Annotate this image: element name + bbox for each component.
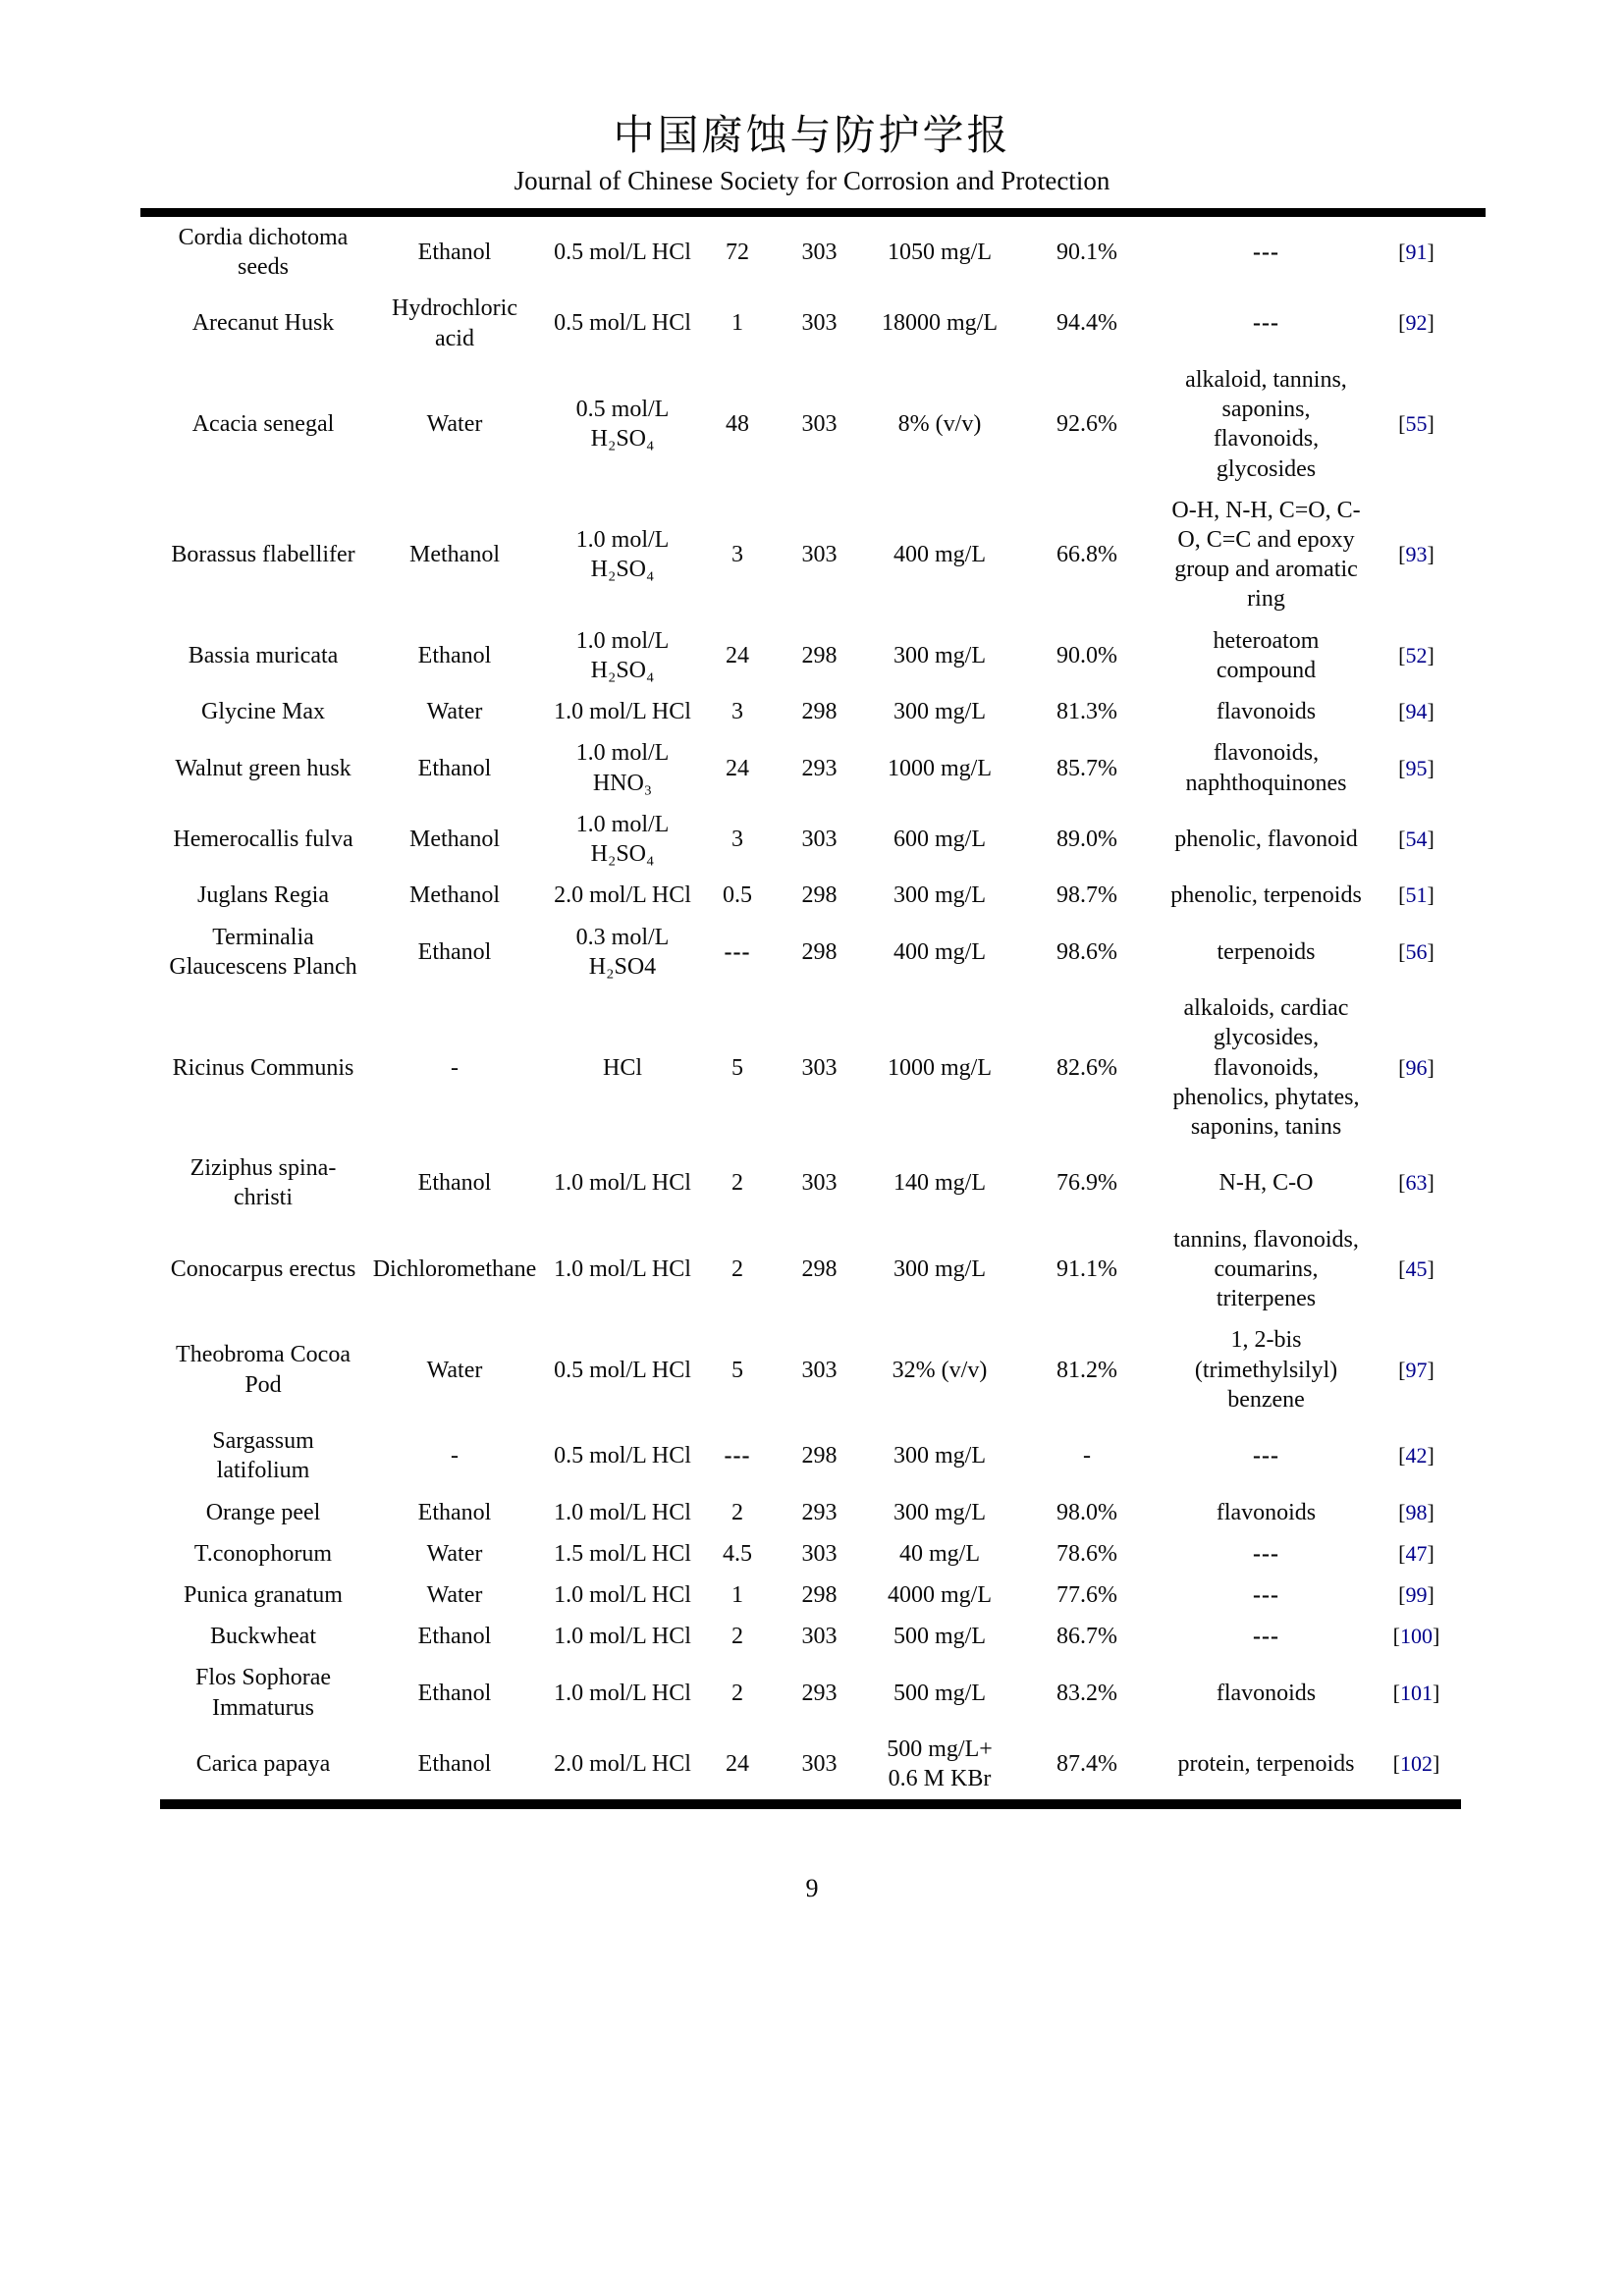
cell-concentration: 300 mg/L	[893, 1443, 986, 1469]
cell-inhibition-efficiency: 82.6%	[1056, 1054, 1117, 1081]
cell-immersion-time: 1	[731, 1582, 743, 1609]
cell-corrosive-medium: 1.0 mol/L HCl	[554, 1255, 691, 1282]
cell-concentration: 500 mg/L+ 0.6 M KBr	[887, 1735, 993, 1792]
cell-immersion-time: 72	[726, 239, 749, 265]
cell-temperature: 303	[801, 1170, 838, 1197]
cell-temperature: 303	[801, 826, 838, 852]
cell-concentration: 140 mg/L	[893, 1170, 986, 1197]
reference-link[interactable]: 55	[1405, 411, 1428, 437]
reference-bracket: [91]	[1398, 239, 1435, 264]
cell-concentration: 300 mg/L	[893, 1499, 986, 1525]
page-header	[0, 0, 1624, 196]
cell-solvent: Ethanol	[417, 1624, 492, 1650]
cell-solvent: -	[451, 1443, 459, 1469]
table-row	[160, 988, 1461, 1148]
cell-temperature: 298	[801, 642, 838, 668]
cell-immersion-time: 24	[726, 642, 749, 668]
cell-active-components	[1161, 1575, 1372, 1616]
cell-immersion-time: 5	[731, 1054, 743, 1081]
cell-corrosive-medium: 2.0 mol/L HCl	[554, 882, 691, 909]
cell-reference	[1372, 217, 1461, 288]
cell-active-components: N-H, C-O	[1218, 1170, 1314, 1197]
cell-plant-name: Ziziphus spina-christi	[189, 1155, 337, 1211]
cell-reference	[1372, 1420, 1461, 1491]
cell-corrosive-medium: HCl	[602, 1054, 642, 1081]
cell-concentration: 1000 mg/L	[888, 1054, 992, 1081]
cell-temperature: 298	[801, 699, 838, 725]
cell-temperature: 303	[801, 1624, 838, 1650]
cell-immersion-time: 4.5	[723, 1540, 752, 1567]
table-row	[160, 1148, 1461, 1218]
cell-solvent: Water	[426, 1357, 483, 1383]
table-row	[160, 732, 1461, 803]
cell-immersion-time: 2	[731, 1255, 743, 1282]
table-row	[160, 620, 1461, 691]
cell-inhibition-efficiency: 76.9%	[1056, 1170, 1117, 1197]
cell-concentration: 500 mg/L	[893, 1680, 986, 1706]
cell-immersion-time: 3	[731, 542, 743, 568]
reference-bracket: [94]	[1398, 699, 1435, 724]
cell-plant-name: Terminalia Glaucescens Planch	[169, 924, 357, 980]
cell-reference	[1372, 1575, 1461, 1616]
cell-active-components: flavonoids	[1216, 1499, 1317, 1525]
reference-link[interactable]: 63	[1405, 1170, 1428, 1196]
cell-plant-name: Orange peel	[205, 1499, 321, 1525]
reference-bracket: [93]	[1398, 542, 1435, 567]
cell-corrosive-medium: 1.0 mol/L HCl	[554, 1582, 691, 1609]
cell-active-components: flavonoids	[1216, 699, 1317, 725]
reference-bracket: [51]	[1398, 882, 1435, 908]
cell-temperature: 303	[801, 1540, 838, 1567]
cell-active-components	[1161, 217, 1372, 288]
cell-plant-name: Walnut green husk	[175, 755, 352, 781]
cell-active-components: O-H, N-H, C=O, C-O, C=C and epoxy group and aromatic ring	[1171, 497, 1361, 613]
cell-solvent: Dichloromethane	[372, 1255, 537, 1282]
cell-plant-name: T.conophorum	[193, 1540, 333, 1567]
cell-plant-name: Borassus flabellifer	[171, 542, 355, 568]
cell-inhibition-efficiency: 90.1%	[1056, 239, 1117, 265]
cell-active-components: phenolic, flavonoid	[1174, 826, 1358, 852]
reference-link[interactable]: 95	[1405, 755, 1428, 780]
reference-bracket: [102]	[1392, 1751, 1440, 1777]
cell-concentration: 32% (v/v)	[892, 1357, 988, 1383]
reference-link[interactable]: 91	[1405, 239, 1428, 264]
reference-link[interactable]: 102	[1400, 1751, 1433, 1777]
reference-bracket: [63]	[1398, 1170, 1435, 1196]
cell-temperature: 293	[801, 755, 838, 781]
cell-concentration: 40 mg/L	[899, 1540, 980, 1567]
cell-temperature: 298	[801, 882, 838, 909]
cell-inhibition-efficiency: 98.7%	[1056, 882, 1117, 909]
reference-bracket: [56]	[1398, 938, 1435, 964]
cell-reference	[1372, 1616, 1461, 1657]
reference-link[interactable]: 98	[1405, 1499, 1428, 1524]
cell-reference	[1372, 1729, 1461, 1804]
cell-active-components: alkaloid, tannins, saponins, flavonoids, glycosides	[1185, 366, 1347, 482]
reference-bracket: [54]	[1398, 826, 1435, 851]
cell-immersion-time: 5	[731, 1357, 743, 1383]
reference-bracket: [99]	[1398, 1582, 1435, 1608]
cell-reference	[1372, 988, 1461, 1148]
cell-corrosive-medium: 1.0 mol/L HCl	[554, 1624, 691, 1650]
table-row	[160, 1657, 1461, 1728]
no-data-dashes: ---	[724, 1443, 751, 1469]
cell-inhibition-efficiency: 94.4%	[1056, 310, 1117, 337]
cell-reference	[1372, 620, 1461, 691]
cell-active-components: flavonoids, naphthoquinones	[1185, 740, 1347, 796]
cell-solvent: Water	[426, 1540, 483, 1567]
table-row	[160, 1616, 1461, 1657]
reference-bracket: [101]	[1392, 1680, 1440, 1705]
reference-bracket: [95]	[1398, 755, 1435, 780]
cell-corrosive-medium: 1.0 mol/L HCl	[554, 1499, 691, 1525]
table-row	[160, 1219, 1461, 1320]
cell-concentration: 600 mg/L	[893, 826, 986, 852]
cell-inhibition-efficiency: 86.7%	[1056, 1624, 1117, 1650]
cell-reference	[1372, 875, 1461, 916]
cell-plant-name: Glycine Max	[201, 699, 325, 725]
cell-concentration: 1000 mg/L	[888, 755, 992, 781]
cell-reference	[1372, 917, 1461, 988]
cell-temperature: 298	[801, 1582, 838, 1609]
cell-temperature: 303	[801, 411, 838, 438]
cell-plant-name: Arecanut Husk	[191, 310, 335, 337]
cell-immersion-time: 3	[731, 699, 743, 725]
no-data-dashes: ---	[724, 938, 751, 965]
cell-inhibition-efficiency: 87.4%	[1056, 1751, 1117, 1778]
header-rule	[140, 208, 1486, 217]
cell-immersion-time: 2	[731, 1624, 743, 1650]
cell-reference	[1372, 691, 1461, 732]
cell-corrosive-medium: 1.0 mol/L HCl	[554, 1680, 691, 1706]
table-row	[160, 691, 1461, 732]
reference-bracket: [97]	[1398, 1357, 1435, 1382]
cell-concentration: 8% (v/v)	[897, 411, 982, 438]
cell-immersion-time	[702, 1420, 773, 1491]
reference-link[interactable]: 42	[1405, 1443, 1428, 1468]
table-row	[160, 288, 1461, 358]
reference-link[interactable]: 93	[1405, 542, 1428, 567]
cell-corrosive-medium: 1.0 mol/L H₂SO₄	[575, 627, 670, 683]
cell-reference	[1372, 1657, 1461, 1728]
table-row	[160, 1729, 1461, 1804]
cell-reference	[1372, 359, 1461, 490]
no-data-dashes: ---	[1253, 1624, 1279, 1650]
reference-bracket: [45]	[1398, 1255, 1435, 1281]
cell-solvent: Ethanol	[417, 642, 492, 668]
cell-plant-name: Carica papaya	[195, 1751, 331, 1778]
cell-solvent: Water	[426, 1582, 483, 1609]
reference-link[interactable]: 94	[1405, 699, 1428, 724]
inhibitor-data-table	[160, 217, 1461, 1810]
no-data-dashes: ---	[1253, 310, 1279, 337]
cell-reference	[1372, 288, 1461, 358]
cell-immersion-time: 0.5	[723, 882, 752, 909]
reference-link[interactable]: 51	[1405, 882, 1428, 908]
reference-link[interactable]: 97	[1405, 1357, 1428, 1382]
reference-bracket: [92]	[1398, 310, 1435, 336]
cell-active-components	[1161, 288, 1372, 358]
cell-immersion-time: 1	[731, 310, 743, 337]
page-number: 9	[805, 1874, 819, 1903]
reference-link[interactable]: 99	[1405, 1582, 1428, 1608]
cell-solvent: Water	[426, 411, 483, 438]
cell-active-components: tannins, flavonoids, coumarins, triterpenes	[1173, 1226, 1359, 1312]
cell-plant-name: Acacia senegal	[191, 411, 335, 438]
cell-corrosive-medium: 0.5 mol/L HCl	[554, 239, 691, 265]
cell-corrosive-medium: 1.5 mol/L HCl	[554, 1540, 691, 1567]
cell-temperature: 303	[801, 310, 838, 337]
cell-concentration: 18000 mg/L	[882, 310, 998, 337]
cell-immersion-time: 24	[726, 1751, 749, 1778]
cell-plant-name: Flos Sophorae Immaturus	[195, 1665, 331, 1721]
cell-corrosive-medium: 0.3 mol/L H₂SO4	[575, 924, 670, 980]
cell-active-components: alkaloids, cardiac glycosides, flavonoids, phenolics, phytates, saponins, tanins	[1172, 995, 1360, 1140]
reference-link[interactable]: 56	[1405, 938, 1428, 964]
table-row	[160, 490, 1461, 620]
cell-solvent: Ethanol	[417, 1751, 492, 1778]
cell-inhibition-efficiency: 92.6%	[1056, 411, 1117, 438]
cell-solvent: Ethanol	[417, 1170, 492, 1197]
no-data-dashes: ---	[1253, 1443, 1279, 1469]
cell-inhibition-efficiency: 81.2%	[1056, 1357, 1117, 1383]
cell-inhibition-efficiency: 77.6%	[1056, 1582, 1117, 1609]
cell-reference	[1372, 804, 1461, 875]
cell-solvent: Methanol	[409, 542, 500, 568]
cell-solvent: Methanol	[409, 882, 500, 909]
cell-reference	[1372, 1533, 1461, 1575]
cell-solvent: Methanol	[409, 826, 500, 852]
cell-temperature: 298	[801, 1255, 838, 1282]
table-row	[160, 1533, 1461, 1575]
cell-inhibition-efficiency: -	[1083, 1443, 1091, 1469]
cell-corrosive-medium: 1.0 mol/L HNO₃	[575, 740, 670, 796]
cell-immersion-time: 48	[726, 411, 749, 438]
table-row	[160, 875, 1461, 916]
table-row	[160, 804, 1461, 875]
table-region	[160, 217, 1461, 1810]
cell-solvent: Ethanol	[417, 1680, 492, 1706]
cell-active-components	[1161, 1420, 1372, 1491]
cell-solvent: -	[451, 1054, 459, 1081]
cell-immersion-time: 2	[731, 1680, 743, 1706]
reference-link[interactable]: 92	[1405, 310, 1428, 336]
reference-bracket: [100]	[1392, 1624, 1440, 1649]
cell-active-components: protein, terpenoids	[1177, 1751, 1355, 1778]
cell-temperature: 303	[801, 239, 838, 265]
cell-plant-name: Buckwheat	[210, 1624, 316, 1650]
reference-bracket: [96]	[1398, 1054, 1435, 1080]
cell-corrosive-medium: 0.5 mol/L HCl	[554, 1443, 691, 1469]
cell-reference	[1372, 1492, 1461, 1533]
cell-concentration: 1050 mg/L	[888, 239, 992, 265]
cell-solvent: Hydrochloric acid	[392, 295, 517, 351]
reference-bracket: [55]	[1398, 411, 1435, 437]
cell-reference	[1372, 1219, 1461, 1320]
cell-plant-name: Conocarpus erectus	[170, 1255, 356, 1282]
cell-temperature: 298	[801, 1443, 838, 1469]
cell-concentration: 4000 mg/L	[888, 1582, 992, 1609]
cell-temperature: 303	[801, 1751, 838, 1778]
cell-concentration: 300 mg/L	[893, 642, 986, 668]
table-row	[160, 1319, 1461, 1420]
cell-active-components: heteroatom compound	[1213, 627, 1320, 683]
cell-active-components	[1161, 1616, 1372, 1657]
cell-immersion-time: 24	[726, 755, 749, 781]
cell-plant-name: Cordia dichotoma seeds	[178, 224, 349, 281]
no-data-dashes: ---	[1253, 1540, 1279, 1567]
cell-inhibition-efficiency: 91.1%	[1056, 1255, 1117, 1282]
reference-link[interactable]: 54	[1405, 826, 1428, 851]
cell-plant-name: Punica granatum	[184, 1582, 343, 1609]
cell-temperature: 293	[801, 1499, 838, 1525]
cell-inhibition-efficiency: 89.0%	[1056, 826, 1117, 852]
reference-bracket: [47]	[1398, 1540, 1435, 1566]
table-row	[160, 1575, 1461, 1616]
cell-temperature: 303	[801, 542, 838, 568]
cell-inhibition-efficiency: 83.2%	[1056, 1680, 1117, 1706]
table-row	[160, 1492, 1461, 1533]
no-data-dashes: ---	[1253, 1582, 1279, 1609]
cell-solvent: Ethanol	[417, 239, 492, 265]
reference-link[interactable]: 45	[1405, 1255, 1428, 1281]
reference-bracket: [42]	[1398, 1443, 1435, 1468]
cell-reference	[1372, 1319, 1461, 1420]
cell-plant-name: Juglans Regia	[197, 882, 329, 909]
cell-plant-name: Sargassum latifolium	[212, 1428, 314, 1484]
cell-corrosive-medium: 1.0 mol/L H₂SO₄	[575, 811, 670, 868]
cell-concentration: 300 mg/L	[893, 699, 986, 725]
cell-temperature: 303	[801, 1054, 838, 1081]
journal-title-english: Journal of Chinese Society for Corrosion and Protection	[514, 166, 1110, 196]
cell-inhibition-efficiency: 66.8%	[1056, 542, 1117, 568]
journal-title-chinese: 中国腐蚀与防护学报	[613, 114, 1011, 159]
cell-solvent: Ethanol	[417, 755, 492, 781]
cell-active-components: flavonoids	[1216, 1680, 1317, 1706]
cell-inhibition-efficiency: 85.7%	[1056, 755, 1117, 781]
cell-corrosive-medium: 2.0 mol/L HCl	[554, 1751, 691, 1778]
cell-reference	[1372, 1148, 1461, 1218]
cell-corrosive-medium: 1.0 mol/L H₂SO₄	[575, 526, 670, 583]
cell-inhibition-efficiency: 90.0%	[1056, 642, 1117, 668]
cell-temperature: 293	[801, 1680, 838, 1706]
cell-temperature: 298	[801, 938, 838, 965]
cell-concentration: 400 mg/L	[893, 542, 986, 568]
cell-plant-name: Bassia muricata	[188, 642, 339, 668]
reference-bracket: [52]	[1398, 642, 1435, 667]
table-row	[160, 917, 1461, 988]
cell-reference	[1372, 490, 1461, 620]
cell-plant-name: Ricinus Communis	[172, 1054, 354, 1081]
reference-link[interactable]: 101	[1400, 1680, 1433, 1705]
table-row	[160, 359, 1461, 490]
no-data-dashes: ---	[1253, 239, 1279, 265]
table-row	[160, 217, 1461, 288]
cell-concentration: 400 mg/L	[893, 938, 986, 965]
cell-active-components: 1, 2-bis (trimethylsilyl) benzene	[1194, 1327, 1338, 1413]
table-row	[160, 1420, 1461, 1491]
cell-inhibition-efficiency: 98.6%	[1056, 938, 1117, 965]
cell-plant-name: Theobroma Cocoa Pod	[176, 1342, 351, 1398]
cell-concentration: 300 mg/L	[893, 882, 986, 909]
cell-temperature: 303	[801, 1357, 838, 1383]
cell-concentration: 300 mg/L	[893, 1255, 986, 1282]
cell-immersion-time	[702, 917, 773, 988]
cell-immersion-time: 3	[731, 826, 743, 852]
cell-inhibition-efficiency: 81.3%	[1056, 699, 1117, 725]
cell-plant-name: Hemerocallis fulva	[173, 826, 353, 852]
cell-solvent: Ethanol	[417, 938, 492, 965]
cell-corrosive-medium: 0.5 mol/L HCl	[554, 310, 691, 337]
cell-active-components	[1161, 1533, 1372, 1575]
reference-bracket: [98]	[1398, 1499, 1435, 1524]
cell-corrosive-medium: 0.5 mol/L HCl	[554, 1357, 691, 1383]
cell-solvent: Ethanol	[417, 1499, 492, 1525]
cell-corrosive-medium: 1.0 mol/L HCl	[554, 699, 691, 725]
cell-corrosive-medium: 1.0 mol/L HCl	[554, 1170, 691, 1197]
cell-solvent: Water	[426, 699, 483, 725]
cell-immersion-time: 2	[731, 1170, 743, 1197]
reference-link[interactable]: 96	[1405, 1054, 1428, 1080]
reference-link[interactable]: 52	[1405, 642, 1428, 667]
reference-link[interactable]: 100	[1400, 1624, 1433, 1649]
cell-active-components: terpenoids	[1217, 938, 1316, 965]
cell-immersion-time: 2	[731, 1499, 743, 1525]
cell-concentration: 500 mg/L	[893, 1624, 986, 1650]
cell-inhibition-efficiency: 98.0%	[1056, 1499, 1117, 1525]
reference-link[interactable]: 47	[1405, 1540, 1428, 1566]
cell-corrosive-medium: 0.5 mol/L H₂SO₄	[575, 397, 670, 453]
cell-inhibition-efficiency: 78.6%	[1056, 1540, 1117, 1567]
cell-active-components: phenolic, terpenoids	[1170, 882, 1362, 909]
cell-reference	[1372, 732, 1461, 803]
